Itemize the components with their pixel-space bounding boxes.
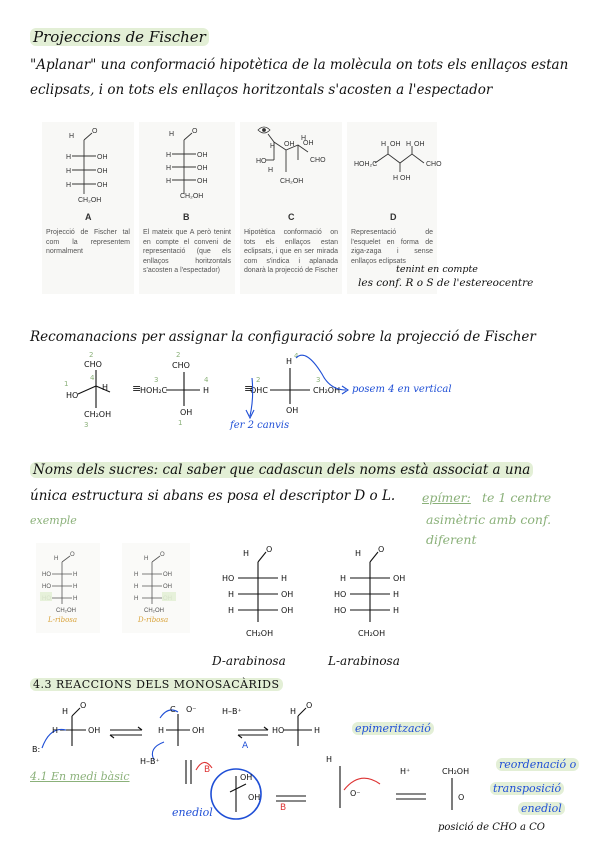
svg-text:H: H <box>102 383 109 392</box>
svg-text:H: H <box>62 707 69 716</box>
svg-text:B:: B: <box>32 745 41 754</box>
svg-text:OH: OH <box>286 406 299 415</box>
svg-text:O: O <box>80 701 87 710</box>
svg-text:H: H <box>393 606 400 615</box>
svg-text:O: O <box>378 545 385 554</box>
svg-text:OH: OH <box>163 572 172 578</box>
svg-text:OH: OH <box>163 584 172 590</box>
svg-text:H: H <box>355 549 362 558</box>
svg-text:O: O <box>306 701 313 710</box>
svg-text:H: H <box>134 584 139 590</box>
svg-text:H: H <box>166 178 172 185</box>
svg-text:H: H <box>66 154 72 161</box>
svg-text:O⁻: O⁻ <box>186 705 197 714</box>
svg-text:H: H <box>326 755 333 764</box>
svg-text:C: C <box>170 705 176 714</box>
svg-text:≡: ≡ <box>132 382 142 395</box>
svg-text:OH: OH <box>303 140 314 147</box>
svg-text:CH₂OH: CH₂OH <box>78 197 102 204</box>
svg-text:B: B <box>204 765 211 775</box>
svg-text:2: 2 <box>256 376 261 384</box>
panel-c-label: C <box>288 212 295 222</box>
epimer-text-2: asimètric amb conf. <box>426 512 552 527</box>
svg-text:CH₂OH: CH₂OH <box>246 629 274 638</box>
svg-text:OH: OH <box>97 154 108 161</box>
definition-line-2: eclipsats, i on tots els enllaços horitzontals s'acosten a l'espectador <box>30 82 493 98</box>
blue-note-vertical: posem 4 en vertical <box>352 384 452 395</box>
svg-text:H: H <box>69 133 75 140</box>
svg-text:H: H <box>268 167 274 174</box>
svg-text:H: H <box>169 131 175 138</box>
svg-text:H⁺: H⁺ <box>400 767 411 776</box>
svg-text:HO: HO <box>42 584 51 590</box>
svg-text:OH: OH <box>97 168 108 175</box>
svg-text:HOH₂C: HOH₂C <box>140 386 168 395</box>
svg-text:B: B <box>280 803 287 813</box>
svg-text:H: H <box>228 590 235 599</box>
svg-text:OH: OH <box>390 141 401 148</box>
svg-text:CH₂OH: CH₂OH <box>313 386 341 395</box>
svg-text:H: H <box>286 357 293 366</box>
svg-text:H: H <box>281 574 288 583</box>
svg-text:O: O <box>70 552 75 558</box>
svg-text:OH: OH <box>97 182 108 189</box>
svg-text:HO: HO <box>334 590 347 599</box>
epimer-label: epímer: <box>422 490 471 505</box>
svg-text:HO: HO <box>66 391 79 400</box>
section-title-recommendations: Recomanacions per assignar la configuració sobre la projecció de Fischer <box>30 329 536 345</box>
svg-text:CHO: CHO <box>426 161 442 168</box>
reorder-text-1: reordenació o <box>496 758 579 771</box>
svg-text:4: 4 <box>204 376 209 384</box>
svg-text:CHO: CHO <box>84 360 102 369</box>
definition-line-1: "Aplanar" una conformació hipotètica de la molècula on tots els enllaços estan <box>30 57 569 73</box>
blue-note-two-swaps: fer 2 canvis <box>230 420 290 431</box>
svg-text:H: H <box>134 572 139 578</box>
svg-text:≡: ≡ <box>244 382 254 395</box>
panel-a-label: A <box>85 212 92 222</box>
svg-text:H: H <box>393 590 400 599</box>
svg-text:4: 4 <box>294 352 299 360</box>
svg-text:H: H <box>381 141 387 148</box>
svg-text:CH₂OH: CH₂OH <box>180 193 204 200</box>
svg-text:OH: OH <box>240 773 253 782</box>
svg-text:CH₂OH: CH₂OH <box>442 767 470 776</box>
example-label: exemple <box>30 514 77 527</box>
svg-text:A: A <box>242 741 249 751</box>
svg-text:H: H <box>52 726 59 735</box>
svg-text:H: H <box>393 175 399 182</box>
panel-b-caption: El mateix que A però tenint en compte el conveni de representació (que els enllaços horitzontals s'acosten a l'espectador) <box>143 229 231 274</box>
svg-text:HO: HO <box>272 726 285 735</box>
svg-text:CH₂OH: CH₂OH <box>84 410 112 419</box>
svg-text:1: 1 <box>64 380 69 388</box>
sugar-names-highlight: Noms dels sucres: cal saber que cadascun dels noms està associat a una <box>30 462 533 478</box>
svg-text:3: 3 <box>154 376 159 384</box>
svg-text:O: O <box>192 128 198 135</box>
svg-text:OH: OH <box>284 141 295 148</box>
svg-text:CH₂OH: CH₂OH <box>280 178 304 185</box>
svg-text:H: H <box>340 574 347 583</box>
svg-text:H: H <box>314 726 321 735</box>
svg-text:H: H <box>243 549 250 558</box>
svg-text:HO: HO <box>42 572 51 578</box>
svg-text:H–B⁺: H–B⁺ <box>222 707 242 716</box>
l-arabinose-label: L-arabinosa <box>328 654 400 668</box>
svg-text:H–B⁺: H–B⁺ <box>140 757 160 766</box>
svg-text:OH: OH <box>197 165 208 172</box>
svg-text:HO: HO <box>222 574 235 583</box>
svg-text:H: H <box>134 596 139 602</box>
svg-text:H: H <box>73 572 78 578</box>
svg-text:OH: OH <box>192 726 205 735</box>
svg-text:H: H <box>73 596 78 602</box>
svg-text:H: H <box>166 152 172 159</box>
svg-text:H: H <box>228 606 235 615</box>
svg-text:CH₂OH: CH₂OH <box>358 629 386 638</box>
svg-text:HOH₂C: HOH₂C <box>354 161 378 168</box>
bottom-note: posició de CHO a CO <box>438 822 545 833</box>
reorder-text-2: transposició <box>490 782 564 795</box>
svg-text:HO: HO <box>256 158 267 165</box>
svg-text:3: 3 <box>316 376 321 384</box>
svg-text:OH: OH <box>281 590 294 599</box>
svg-text:O: O <box>92 128 98 135</box>
svg-text:H: H <box>66 168 72 175</box>
svg-text:H: H <box>66 182 72 189</box>
d-ribose-label: D-ribosa <box>138 616 169 624</box>
svg-text:2: 2 <box>176 351 181 359</box>
panel-d-caption: Representació de l'esquelet en forma de ziga-zaga i sense enllaços eclipsats <box>351 229 433 265</box>
sugar-names-line-2: única estructura si abans es posa el descriptor D o L. <box>30 488 396 504</box>
enediol-label: enediol <box>172 806 213 819</box>
svg-text:OH: OH <box>180 408 193 417</box>
epimer-text-1: te 1 centre <box>482 490 552 505</box>
svg-text:2: 2 <box>89 351 94 359</box>
svg-text:OH: OH <box>248 793 261 802</box>
figure-note-line-1: tenint en compte <box>396 264 478 275</box>
l-ribose-label: L-ribosa <box>48 616 78 624</box>
svg-text:OH: OH <box>393 574 406 583</box>
epimerization-label: epimerització <box>352 722 434 735</box>
panel-c-caption: Hipotètica conformació on tots els enllaços estan eclipsats, i que en ser mirada com s'indica i aplanada donarà la projecció de Fischer <box>244 229 338 274</box>
svg-text:OH: OH <box>281 606 294 615</box>
d-arabinose-label: D-arabinosa <box>212 654 286 668</box>
figure-note-line-2: les conf. R o S de l'estereocentre <box>358 277 534 289</box>
panel-b-label: B <box>183 212 190 222</box>
svg-text:H: H <box>73 584 78 590</box>
panel-d-label: D <box>390 212 397 222</box>
svg-text:H: H <box>270 143 276 150</box>
svg-text:H: H <box>158 726 165 735</box>
svg-text:O: O <box>266 545 273 554</box>
svg-text:H: H <box>144 556 149 562</box>
section-subtitle-basic: 4.1 En medi bàsic <box>30 770 130 783</box>
svg-text:H: H <box>203 386 210 395</box>
svg-text:OHC: OHC <box>250 386 268 395</box>
svg-text:OH: OH <box>197 178 208 185</box>
svg-text:3: 3 <box>84 421 89 429</box>
svg-text:H: H <box>290 707 297 716</box>
svg-text:O: O <box>458 793 465 802</box>
svg-text:4: 4 <box>90 374 95 382</box>
epimer-text-3: diferent <box>426 532 477 547</box>
svg-text:O: O <box>160 552 165 558</box>
svg-text:HO: HO <box>334 606 347 615</box>
svg-text:OH: OH <box>414 141 425 148</box>
panel-a-caption: Projecció de Fischer tal com la representem normalment <box>46 229 130 255</box>
svg-text:O⁻: O⁻ <box>350 789 361 798</box>
svg-text:OH: OH <box>400 175 411 182</box>
svg-text:H: H <box>406 141 412 148</box>
svg-text:H: H <box>54 556 59 562</box>
svg-text:CH₂OH: CH₂OH <box>56 608 76 614</box>
reorder-text-3: enediol <box>518 802 565 815</box>
svg-text:H: H <box>301 135 307 142</box>
svg-text:1: 1 <box>178 419 183 427</box>
svg-text:CHO: CHO <box>172 361 190 370</box>
section-title-reactions: 4.3 REACCIONS DELS MONOSACÀRIDS <box>30 678 283 691</box>
svg-text:CHO: CHO <box>310 157 326 164</box>
section-title-fischer: Projeccions de Fischer <box>30 28 209 46</box>
svg-text:OH: OH <box>88 726 101 735</box>
svg-text:CH₂OH: CH₂OH <box>144 608 164 614</box>
svg-text:H: H <box>166 165 172 172</box>
svg-text:OH: OH <box>197 152 208 159</box>
